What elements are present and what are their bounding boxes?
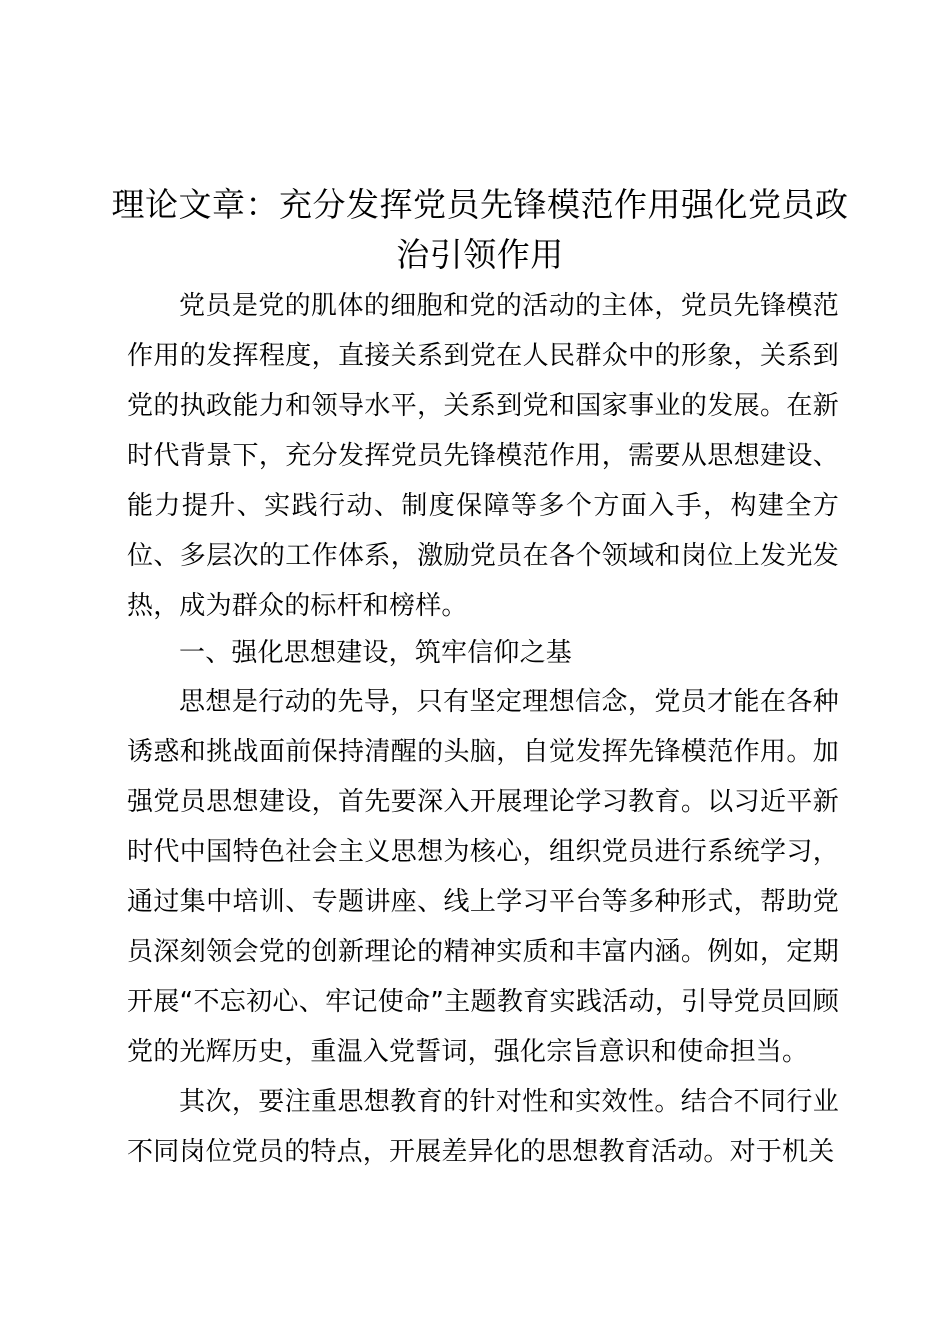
paragraph-education-targeting: 其次，要注重思想教育的针对性和实效性。结合不同行业不同岗位党员的特点，开展差异化的思想教育活动。对于机关 — [127, 1087, 839, 1167]
document-title: 理论文章：充分发挥党员先锋模范作用强化党员政治引领作用 — [111, 185, 849, 274]
paragraph-intro: 党员是党的肌体的细胞和党的活动的主体，党员先锋模范作用的发挥程度，直接关系到党在人民群众中的形象，关系到党的执政能力和领导水平，关系到党和国家事业的发展。在新时代背景下，充分发挥党员先锋模范作用，需要从思想建设、能力提升、实践行动、制度保障等多个方面入手，构建全方位、多层次的工作体系，激励党员在各个领域和岗位上发光发热，成为群众的标杆和榜样。 — [127, 291, 839, 621]
section-heading: 一、强化思想建设，筑牢信仰之基 — [179, 638, 573, 668]
paragraph-thought-building: 思想是行动的先导，只有坚定理想信念，党员才能在各种诱惑和挑战面前保持清醒的头脑，自觉发挥先锋模范作用。加强党员思想建设，首先要深入开展理论学习教育。以习近平新时代中国特色社会主义思想为核心，组织党员进行系统学习，通过集中培训、专题讲座、线上学习平台等多种形式，帮助党员深刻领会党的创新理论的精神实质和丰富内涵。例如，定期开展“不忘初心、牢记使命”主题教育实践活动，引导党员回顾党的光辉历史，重温入党誓词，强化宗旨意识和使命担当。 — [127, 687, 839, 1067]
